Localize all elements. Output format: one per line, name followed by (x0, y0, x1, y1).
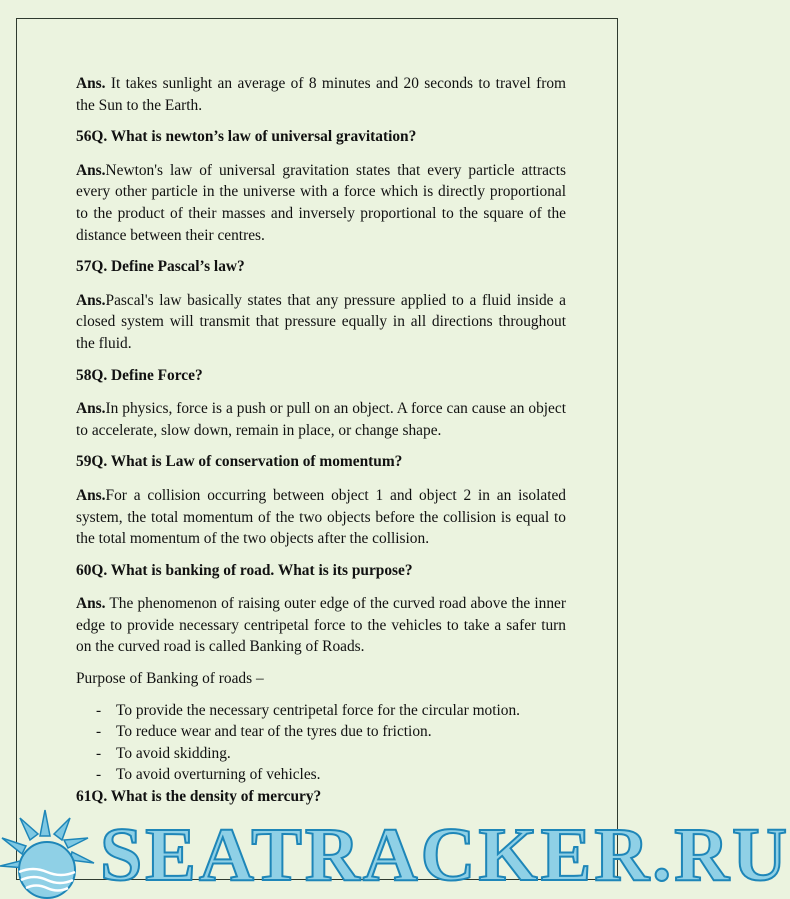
list-item: - To provide the necessary centripetal force for the circular motion. (76, 700, 566, 722)
answer-58: Ans.In physics, force is a push or pull on an object. A force can cause an object to accelerate, slow down, remain in place, or change shape. (76, 400, 566, 439)
bullet-dash: - (96, 701, 102, 719)
bullet-dash: - (96, 766, 102, 784)
bullet-dash: - (96, 744, 102, 762)
answer-60: Ans. The phenomenon of raising outer edge of the curved road above the inner edge to provide necessary centripetal force to the vehicles to take a safer turn on the curved road is called Banking of Roads. (76, 595, 566, 656)
sun-logo-icon (0, 808, 100, 899)
question-56: 56Q. What is newton’s law of universal gravitation? (76, 128, 417, 146)
list-item: - To reduce wear and tear of the tyres due to friction. (76, 721, 566, 743)
list-item: - To avoid skidding. (76, 743, 566, 765)
document-body (76, 73, 566, 820)
answer-57: Ans.Pascal's law basically states that any pressure applied to a fluid inside a closed system will transmit that pressure equally in all directions throughout the fluid. (76, 291, 566, 352)
purpose-list (76, 700, 566, 786)
bullet-dash: - (96, 723, 102, 741)
question-58: 58Q. Define Force? (76, 366, 203, 384)
answer-59: Ans.For a collision occurring between object 1 and object 2 in an isolated system, the total momentum of the two objects before the collision is equal to the total momentum of the two objects after the collision. (76, 486, 566, 548)
intro-answer: Ans. It takes sunlight an average of 8 minutes and 20 seconds to travel from the Sun to the Earth. (76, 75, 566, 114)
question-61: 61Q. What is the density of mercury? (76, 788, 322, 806)
list-item: - To avoid overturning of vehicles. (76, 764, 566, 786)
answer-56: Ans.Newton's law of universal gravitation states that every particle attracts every other particle in the universe with a force which is directly proportional to the product of their masses and inversely proportional to the square of the distance between their centres. (76, 161, 566, 244)
watermark-text: SEATRACKER.RU (100, 813, 790, 897)
question-60: 60Q. What is banking of road. What is its purpose? (76, 561, 413, 579)
purpose-heading: Purpose of Banking of roads – (76, 670, 264, 688)
question-59: 59Q. What is Law of conservation of momentum? (76, 453, 403, 471)
question-57: 57Q. Define Pascal’s law? (76, 258, 245, 276)
